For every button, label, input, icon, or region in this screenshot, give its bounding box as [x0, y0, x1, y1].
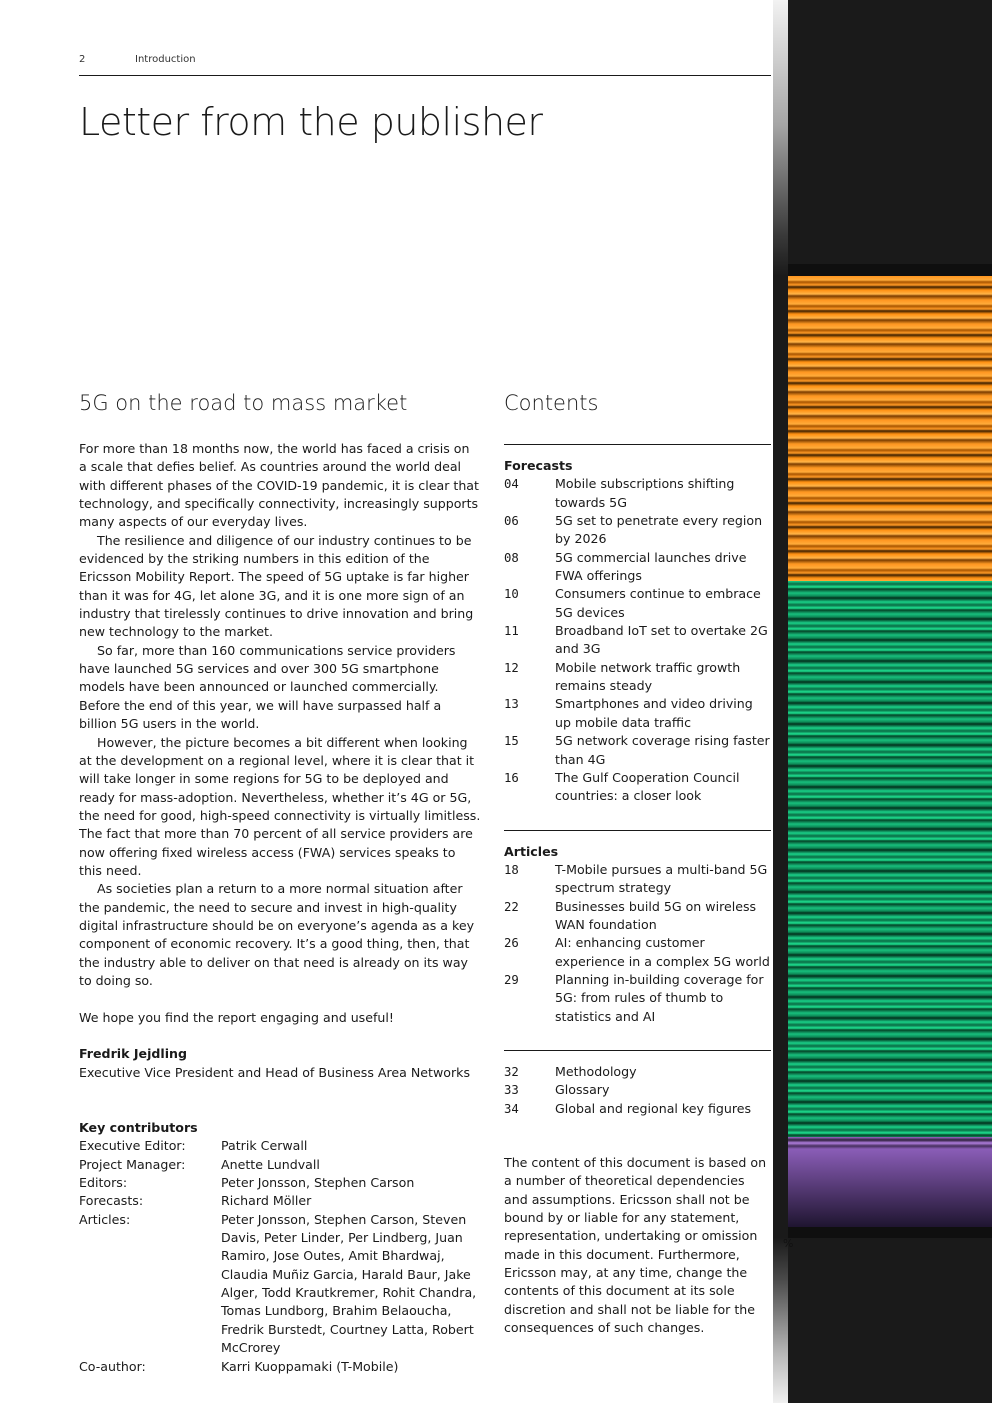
toc-page-number: 13: [504, 697, 519, 712]
toc-item-label: Glossary: [555, 1082, 610, 1098]
toc-articles: [504, 843, 771, 1026]
stripe-cap: [788, 1227, 992, 1238]
contributor-role: Forecasts:: [79, 1193, 144, 1209]
contributor-role: Articles:: [79, 1211, 131, 1227]
contributor-names: Richard Möller: [221, 1193, 312, 1209]
toc-item[interactable]: [504, 549, 771, 586]
toc-item[interactable]: [504, 512, 771, 549]
contributor-names: Anette Lundvall: [221, 1156, 320, 1172]
letter-heading: 5G on the road to mass market: [79, 391, 408, 415]
purple-band: [788, 1137, 992, 1227]
toc-page-number: 10: [504, 587, 519, 602]
toc-misc: [504, 1063, 771, 1118]
contributor-role: Project Manager:: [79, 1156, 186, 1172]
toc-page-number: 33: [504, 1083, 519, 1098]
toc-page-number: 22: [504, 899, 519, 914]
disclaimer: The content of this document is based on a number of theoretical dependencies and assumptions. Ericsson shall not be bound by or liable for any statement, representation, undertaking or omission made in this document. Furthermore, Ericsson may, at any time, change the contents of this document at its sole discretion and shall not be liable for the consequences of such changes.: [504, 1155, 767, 1336]
gradient-bar-bottom: [773, 1238, 788, 1403]
toc-group-title: Articles: [504, 843, 559, 859]
contents-column: [504, 388, 771, 1337]
toc-item-label: Broadband IoT set to overtake 2G and 3G: [555, 623, 768, 657]
toc-item[interactable]: [504, 622, 771, 659]
toc-item-label: Mobile subscriptions shifting towards 5G: [555, 476, 735, 510]
contributor-names: Peter Jonsson, Stephen Carson: [221, 1175, 415, 1191]
header-divider: [79, 75, 771, 76]
toc-item-label: Businesses build 5G on wireless WAN foundation: [555, 898, 757, 932]
letter-paragraph: For more than 18 months now, the world has faced a crisis on a scale that defies belief. As countries around the world deal with different phases of the COVID-19 pandemic, it is clear that technology, and specifically connectivity, increasingly supports many aspects of our everyday lives.: [79, 441, 479, 530]
toc-page-number: 32: [504, 1064, 519, 1079]
toc-item-label: Mobile network traffic growth remains steady: [555, 659, 741, 694]
letter-paragraph: The resilience and diligence of our industry continues to be evidenced by the striking numbers in this edition of the Ericsson Mobility Report. The speed of 5G uptake is far higher than it was for 4G, let alone 3G, and it is one more sign of an industry that tirelessly continues to drive innovation and bring new technology to the market.: [79, 532, 474, 640]
toc-item-label: AI: enhancing customer experience in a complex 5G world: [555, 935, 770, 969]
contributor-row: [79, 1156, 481, 1174]
letter-paragraph: So far, more than 160 communications service providers have launched 5G services and over 300 5G smartphone models have been announced or launched commercially. Before the end of this year, we will have surpassed half a billion 5G users in the world.: [79, 642, 456, 732]
toc-page-number: 29: [504, 972, 519, 987]
contributor-role: Editors:: [79, 1175, 128, 1191]
decorative-stripe: [773, 0, 992, 1403]
contents-divider: [504, 1050, 771, 1051]
letter-body: [79, 440, 481, 990]
toc-group-title: Forecasts: [504, 458, 573, 473]
contributor-names: Karri Kuoppamaki (T-Mobile): [221, 1358, 399, 1374]
toc-item[interactable]: [504, 934, 771, 971]
toc-page-number: 11: [504, 624, 519, 639]
stripe-cap: [788, 264, 992, 276]
contributor-names: Peter Jonsson, Stephen Carson, Steven Davis, Peter Linder, Per Lindberg, Juan Ramiro, Jose Outes, Amit Bhardwaj, Claudia Muñiz Garcia, Harald Baur, Jake Alger, Todd Krautkremer, Rohit Chandra, Tomas Lundborg, Brahim Belaoucha, Fredrik Burstedt, Courtney Latta, Robert McCrorey: [221, 1211, 477, 1356]
letter-closing: We hope you find the report engaging and useful!: [79, 1009, 394, 1025]
letter-paragraph: As societies plan a return to a more normal situation after the pandemic, the need to secure and invest in high-quality digital infrastructure should be on everyone’s agenda as a key component of economic recovery. It’s a good thing, then, that the industry able to deliver on that need is already on its way to doing so.: [79, 881, 475, 988]
toc-item[interactable]: [504, 659, 771, 696]
toc-item[interactable]: [504, 898, 771, 935]
toc-item-label: The Gulf Cooperation Council countries: a closer look: [555, 769, 740, 804]
contributor-names: Patrik Cerwall: [221, 1138, 308, 1154]
contributor-role: Executive Editor:: [79, 1138, 186, 1154]
toc-forecasts: [504, 457, 771, 806]
toc-page-number: 04: [504, 477, 519, 492]
toc-page-number: 06: [504, 514, 519, 529]
contents-divider: [504, 830, 771, 831]
toc-page-number: 08: [504, 550, 519, 565]
toc-item[interactable]: [504, 1081, 771, 1099]
section-name: Introduction: [135, 54, 196, 65]
orange-band: [788, 276, 992, 581]
toc-item[interactable]: [504, 695, 771, 732]
contributor-row: [79, 1137, 481, 1155]
toc-item-label: Methodology: [555, 1063, 637, 1079]
signatory-name: Fredrik Jejdling: [79, 1046, 188, 1062]
signature-block: [79, 1045, 481, 1082]
toc-item[interactable]: [504, 475, 771, 512]
toc-page-number: 34: [504, 1101, 519, 1116]
gradient-bar-top: [773, 0, 788, 276]
key-contributors: [79, 1119, 481, 1376]
signatory-title: Executive Vice President and Head of Business Area Networks: [79, 1064, 471, 1080]
toc-item[interactable]: [504, 971, 771, 1026]
toc-item[interactable]: [504, 585, 771, 622]
toc-page-number: 15: [504, 734, 519, 749]
letter-column: [79, 388, 481, 1376]
percent-mark: %: [783, 1237, 794, 1250]
toc-item-label: Consumers continue to embrace 5G devices: [555, 586, 761, 620]
toc-page-number: 12: [504, 660, 519, 675]
toc-item-label: Planning in-building coverage for 5G: from rules of thumb to statistics and AI: [555, 971, 764, 1024]
toc-item-label: Smartphones and video driving up mobile data traffic: [555, 696, 753, 730]
contributors-heading: Key contributors: [79, 1120, 198, 1136]
toc-item-label: 5G commercial launches drive FWA offerings: [555, 549, 747, 584]
letter-paragraph: However, the picture becomes a bit different when looking at the development on a regional level, where it is clear that it will take longer in some regions for 5G to be deployed and ready for mass-adoption. Nevertheless, whether it’s 4G or 5G, the need for good, high-speed connectivity is virtually limitless. The fact that more than 70 percent of all service providers are now offering fixed wireless access (FWA) services speaks to this need.: [79, 734, 481, 878]
contributor-row: [79, 1174, 481, 1192]
toc-page-number: 16: [504, 770, 519, 785]
toc-item[interactable]: [504, 1063, 771, 1081]
toc-item-label: 5G network coverage rising faster than 4G: [555, 733, 770, 767]
contributor-row: [79, 1211, 481, 1358]
contributor-row: [79, 1358, 481, 1376]
page-number: 2: [79, 54, 86, 65]
toc-item-label: T-Mobile pursues a multi-band 5G spectrum strategy: [555, 861, 768, 896]
toc-item[interactable]: [504, 861, 771, 898]
contents-divider: [504, 444, 771, 445]
toc-item-label: 5G set to penetrate every region by 2026: [555, 513, 763, 547]
contributor-row: [79, 1192, 481, 1210]
contents-heading: Contents: [504, 391, 599, 415]
toc-item[interactable]: [504, 732, 771, 769]
toc-page-number: 26: [504, 936, 519, 951]
toc-page-number: 18: [504, 862, 519, 877]
green-band: [788, 581, 992, 1137]
toc-item[interactable]: [504, 769, 771, 806]
contributor-role: Co-author:: [79, 1358, 146, 1374]
toc-item-label: Global and regional key figures: [555, 1100, 752, 1116]
toc-item[interactable]: [504, 1100, 771, 1118]
page-title: Letter from the publisher: [79, 100, 543, 144]
